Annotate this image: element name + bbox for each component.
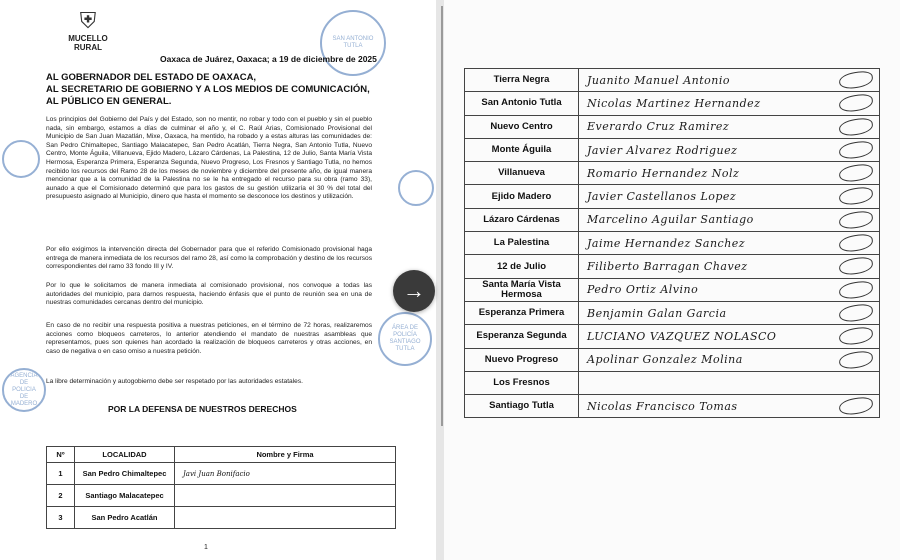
stamp-seal (378, 312, 432, 366)
handwritten-name: Javier Alvarez Rodriguez (587, 143, 738, 157)
signature-scrawl-icon (838, 70, 874, 91)
row-number: 2 (47, 485, 75, 507)
signature-scrawl-icon (838, 303, 874, 324)
signature-scrawl-icon (838, 116, 874, 137)
row-signature (579, 301, 880, 324)
handwritten-name: Nicolas Martinez Hernandez (587, 96, 761, 110)
table-row (465, 301, 880, 324)
row-signature (579, 69, 880, 92)
letter-paragraph: Los principios del Gobierno del País y del Estado, son no mentir, no robar y todo con el pueblo y sin el pueblo nada, sin embargo, estamos a días de culminar el año y, el C. Raúl Arias, Comisionado Provisional del Municipio de San Juan Mazatlán, Mixe, Oaxaca, ha mentido, ha robado y a estas alturas las comunidades de: San Pedro Chimaltepec, Santiago Malacatepec, San Pedro Acatlán, Tierra Negra, San Antonio Tutla, Nuevo Centro, Monte Águila, Villanueva, Ejido Madero, Lázaro Cárdenas, La Palestina, 12 de Julio, Santa María Vista Hermosa, Esperanza Primera, Esperanza Segunda, Nuevo Progreso, Los Fresnos y Santiago Tutla, no hemos recibido los recursos del Ramo 28 de los meses de noviembre y diciembre del presente año, de igual manera mencionar que a la comunidad de la Palestina no se le ha entregado el recurso para su obra (ramo 33), aunado a que el Comisionado determinó que para los gastos de su gestión utilizaría el 30 % del total del presupuesto asignado al Municipio, dinero que hasta el momento se desconoce los destinos y utilización. (46, 116, 372, 201)
table-header-row (47, 447, 396, 463)
stamp-label: SAN ANTONIO TUTLA (332, 36, 374, 49)
table-row (47, 485, 396, 507)
signature-scrawl-icon (838, 186, 874, 207)
handwritten-name: Javier Castellanos Lopez (587, 190, 737, 204)
signature-scrawl-icon (838, 396, 874, 417)
stamp-label: ÁREA DE POLICÍA SANTIAGO TUTLA (389, 325, 421, 352)
row-locality: San Antonio Tutla (465, 92, 579, 115)
signature-scrawl-icon (838, 256, 874, 277)
table-row (465, 348, 880, 371)
table-row (465, 185, 880, 208)
signature-table (464, 68, 880, 418)
row-signature (579, 115, 880, 138)
table-row (465, 208, 880, 231)
table-row (465, 255, 880, 278)
table-row (465, 69, 880, 92)
row-signature (175, 485, 396, 507)
stamp-label: AGENCIA DE POLICIA DE MADERO (10, 372, 38, 407)
row-locality: Nuevo Progreso (465, 348, 579, 371)
row-locality: Santiago Tutla (465, 395, 579, 418)
letter-paragraph: En caso de no recibir una respuesta positiva a nuestras peticiones, en el término de 72 horas, realizaremos acciones como bloqueos carreteros, lo anterior atendiendo el mandato de nuestras asambleas que representamos, pues son quienes han acordado la realización de bloqueos carreteros y otras acciones, en caso de negativa o en caso omiso a nuestra petición. (46, 322, 372, 355)
row-signature (175, 507, 396, 529)
letter-paragraph: La libre determinación y autogobierno debe ser respetado por las autoridades estatales. (46, 378, 303, 385)
handwritten-name: Romario Hernandez Nolz (587, 166, 740, 180)
row-signature (579, 92, 880, 115)
next-arrow-button[interactable] (393, 270, 435, 312)
scrollbar[interactable] (441, 6, 443, 426)
signature-scrawl-icon (838, 233, 874, 254)
column-header: LOCALIDAD (75, 447, 175, 463)
column-header: Nº (47, 447, 75, 463)
stamp-seal (320, 10, 386, 76)
handwritten-name: LUCIANO VAZQUEZ NOLASCO (587, 329, 777, 343)
crest-icon: ⛨ (79, 8, 97, 33)
row-locality: Villanueva (465, 162, 579, 185)
row-signature (579, 208, 880, 231)
table-row (465, 138, 880, 161)
stamp-seal (2, 140, 40, 178)
arrow-right-icon: → (403, 278, 425, 303)
letter-paragraph: Por lo que le solicitamos de manera inmediata al comisionado provisional, nos convoque a todas las autoridades del municipio, para darnos respuesta, haciendo énfasis que el punto de reunión sea en una de nuestras comunidades cercanas dentro del municipio. (46, 282, 372, 307)
stamp-seal (2, 368, 46, 412)
row-locality: Santiago Malacatepec (75, 485, 175, 507)
row-locality: Nuevo Centro (465, 115, 579, 138)
handwritten-name: Juanito Manuel Antonio (587, 73, 731, 87)
row-locality: La Palestina (465, 232, 579, 255)
table-row (47, 507, 396, 529)
signature-scrawl-icon (838, 209, 874, 230)
row-signature: Javi Juan Bonifacio (175, 463, 396, 485)
handwritten-name: Everardo Cruz Ramirez (587, 120, 730, 134)
handwritten-name: Jaime Hernandez Sanchez (587, 236, 746, 250)
letter-paragraph: Por ello exigimos la intervención directa del Gobernador para que el referido Comisionado provisional haga entrega de manera inmediata de los recursos del ramo 28, así como la comprobación y destino de los recursos correspondientes del ramo 33 fondo III y IV. (46, 246, 372, 271)
row-signature (579, 348, 880, 371)
row-locality: Monte Águila (465, 138, 579, 161)
table-row (465, 162, 880, 185)
table-row (465, 325, 880, 348)
stamp-seal (398, 170, 434, 206)
signature-scrawl-icon (838, 163, 874, 184)
table-row (465, 232, 880, 255)
row-signature (579, 325, 880, 348)
row-signature (579, 162, 880, 185)
signature-scrawl-icon (838, 140, 874, 161)
handwritten-name: Nicolas Francisco Tomas (587, 399, 738, 413)
row-number: 1 (47, 463, 75, 485)
row-number: 3 (47, 507, 75, 529)
row-signature (579, 371, 880, 394)
signature-table (46, 446, 396, 529)
page-number: 1 (204, 544, 208, 551)
row-locality: Tierra Negra (465, 69, 579, 92)
addressee-line: AL SECRETARIO DE GOBIERNO Y A LOS MEDIOS DE COMUNICACIÓN, (46, 84, 370, 95)
table-row (465, 395, 880, 418)
row-signature (579, 395, 880, 418)
row-locality: Santa María Vista Hermosa (465, 278, 579, 301)
column-header: Nombre y Firma (175, 447, 396, 463)
addressee-line: AL GOBERNADOR DEL ESTADO DE OAXACA, (46, 72, 257, 83)
row-locality: 12 de Julio (465, 255, 579, 278)
row-signature (579, 185, 880, 208)
row-locality: San Pedro Chimaltepec (75, 463, 175, 485)
handwritten-name: Benjamin Galan Garcia (587, 306, 727, 320)
row-locality: Esperanza Segunda (465, 325, 579, 348)
table-row (47, 463, 396, 485)
row-signature (579, 278, 880, 301)
addressee-line: AL PÚBLICO EN GENERAL. (46, 96, 172, 107)
row-locality: Ejido Madero (465, 185, 579, 208)
row-locality: San Pedro Acatlán (75, 507, 175, 529)
table-row (465, 371, 880, 394)
row-locality: Esperanza Primera (465, 301, 579, 324)
municipal-logo (58, 8, 118, 52)
handwritten-name: Pedro Ortiz Alvino (587, 283, 699, 297)
handwritten-name: Marcelino Aguilar Santiago (587, 213, 754, 227)
logo-text: MUCELLO RURAL (68, 34, 108, 52)
signature-scrawl-icon (838, 279, 874, 300)
handwritten-name: Filiberto Barragan Chavez (587, 260, 748, 274)
table-row (465, 92, 880, 115)
signature-scrawl-icon (838, 326, 874, 347)
row-locality: Lázaro Cárdenas (465, 208, 579, 231)
signature-scrawl-icon (838, 349, 874, 370)
motto: POR LA DEFENSA DE NUESTROS DERECHOS (108, 404, 297, 414)
row-locality: Los Fresnos (465, 371, 579, 394)
table-row (465, 115, 880, 138)
letter-date: Oaxaca de Juárez, Oaxaca; a 19 de diciembre de 2025 (160, 54, 377, 64)
row-signature (579, 232, 880, 255)
row-signature (579, 138, 880, 161)
handwritten-name: Apolinar Gonzalez Molina (587, 353, 743, 367)
table-row (465, 278, 880, 301)
row-signature (579, 255, 880, 278)
letter-page (0, 0, 436, 560)
signature-scrawl-icon (838, 93, 874, 114)
signature-page (444, 0, 900, 560)
